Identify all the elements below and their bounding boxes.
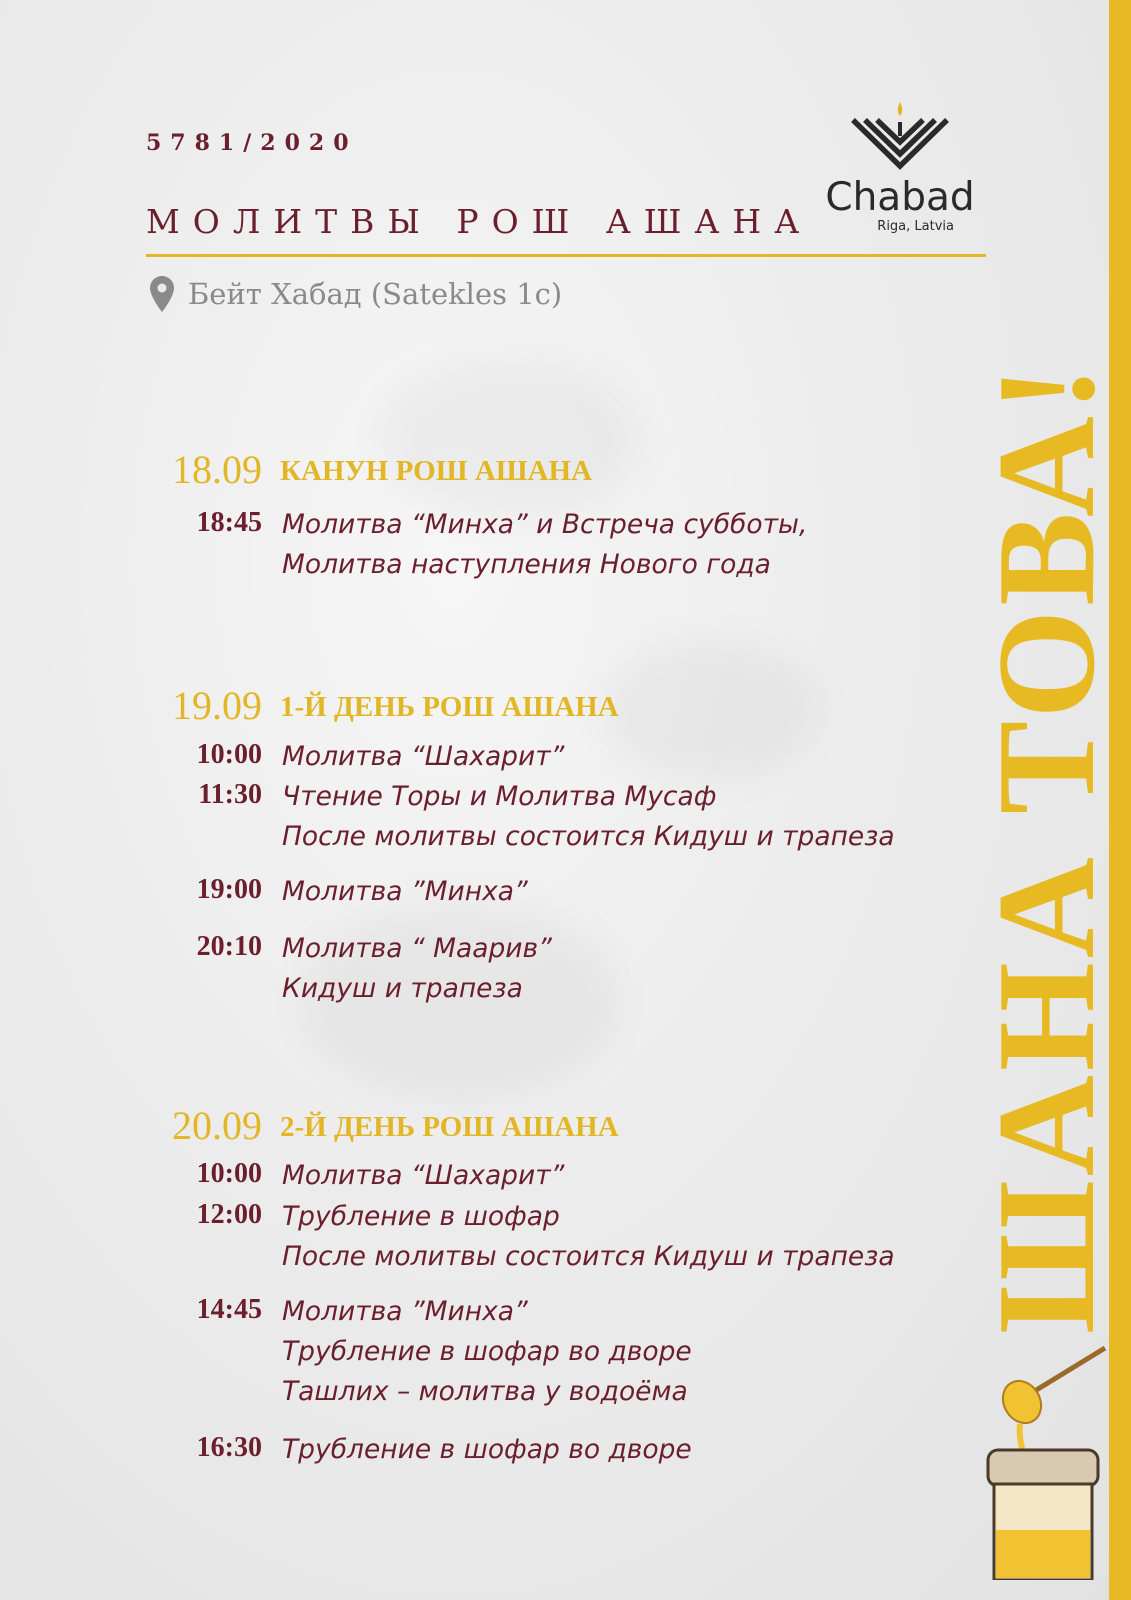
- day-date: 20.09: [172, 1103, 262, 1148]
- page-title: МОЛИТВЫ РОШ АШАНА: [146, 202, 813, 241]
- event-time: 12:00: [196, 1199, 262, 1230]
- event-time: 16:30: [196, 1432, 262, 1463]
- chabad-logo: [820, 100, 980, 234]
- event-text: Молитва “ Маарив”: [282, 933, 552, 964]
- event-text: Трубление в шофар во дворе: [282, 1336, 692, 1367]
- greeting-vertical: ШАНА ТОВА!: [969, 361, 1124, 1334]
- map-pin-icon: [150, 276, 174, 312]
- day-date: 19.09: [172, 683, 262, 728]
- event-time: 10:00: [196, 1158, 262, 1189]
- title-divider: [146, 254, 986, 257]
- event-text: Молитва “Шахарит”: [282, 741, 565, 772]
- event-text: Молитва ”Минха”: [282, 1296, 528, 1327]
- event-text: Ташлих – молитва у водоёма: [282, 1376, 688, 1407]
- event-time: 20:10: [196, 931, 262, 962]
- honey-jar-icon: [980, 1340, 1110, 1580]
- event-time: 19:00: [196, 874, 262, 905]
- day-date: 18.09: [172, 447, 262, 492]
- location: [150, 276, 562, 312]
- event-text: После молитвы состоится Кидуш и трапеза: [282, 1241, 895, 1272]
- event-time: 18:45: [196, 507, 262, 538]
- event-time: 14:45: [196, 1294, 262, 1325]
- day-title: 1-Й ДЕНЬ РОШ АШАНА: [280, 691, 619, 723]
- event-text: Трубление в шофар: [282, 1201, 560, 1232]
- event-text: Кидуш и трапеза: [282, 973, 523, 1004]
- event-text: Молитва наступления Нового года: [282, 549, 771, 580]
- logo-subtitle: Riga, Latvia: [877, 219, 954, 234]
- event-time: 11:30: [198, 779, 262, 810]
- day-title: 2-Й ДЕНЬ РОШ АШАНА: [280, 1111, 619, 1143]
- year-label: 5781/2020: [146, 130, 358, 156]
- event-text: Молитва ”Минха”: [282, 876, 528, 907]
- event-text: Молитва “Шахарит”: [282, 1160, 565, 1191]
- event-text: Молитва “Минха” и Встреча субботы,: [282, 509, 808, 540]
- event-text: Чтение Торы и Молитва Мусаф: [282, 781, 717, 812]
- event-text: Трубление в шофар во дворе: [282, 1434, 692, 1465]
- logo-name: Chabad: [825, 175, 975, 220]
- day-title: КАНУН РОШ АШАНА: [280, 455, 593, 487]
- location-text: Бейт Хабад (Satekles 1c): [188, 277, 563, 311]
- menorah-logo-icon: [845, 100, 955, 172]
- event-time: 10:00: [196, 739, 262, 770]
- event-text: После молитвы состоится Кидуш и трапеза: [282, 821, 895, 852]
